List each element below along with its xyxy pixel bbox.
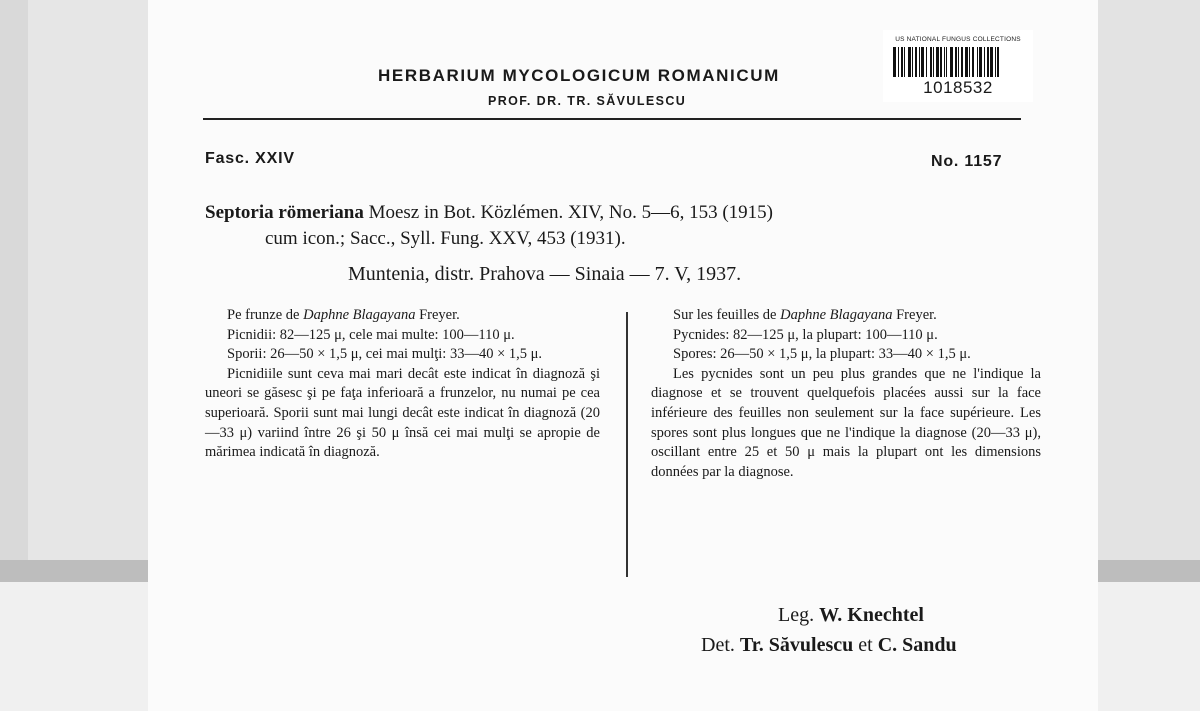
remarks: Picnidiile sunt ceva mai mari decât este indicat în diagnoză şi uneori se găsesc şi pe faţa inferioară a frunzelor, nu numai pe cea superioară. Sporii sunt mai lungi decât este indicat în diagnoză (20—33 μ) variind între 26 şi 50 μ însă cei mai mulţi se apropie de mărimea indicată în diagnoză. bbox=[205, 365, 600, 461]
header-divider bbox=[203, 118, 1021, 120]
determiner-line bbox=[701, 634, 957, 657]
spore-measurements: Sporii: 26—50 × 1,5 μ, cei mai mulţi: 33—40 × 1,5 μ. bbox=[227, 346, 543, 363]
description-french bbox=[651, 306, 1041, 482]
column-divider bbox=[626, 312, 628, 577]
host-suffix: Freyer. bbox=[892, 307, 937, 323]
host-line bbox=[205, 306, 600, 326]
remarks: Les pycnides sont un peu plus grandes que ne l'indique la diagnose et se trouvent quelquefois placées aussi sur la face inférieure des feuilles non seulement sur la face supérieure. Les spores sont plus longues que ne l'indique la diagnose (20—33 μ), oscillant entre 25 et 50 μ mais la plupart ont les dimensions données par la diagnose. bbox=[651, 365, 1041, 480]
collector-prefix: Leg. bbox=[778, 604, 820, 626]
barcode-number: 1018532 bbox=[923, 78, 993, 97]
species-citation bbox=[205, 202, 1035, 224]
determiner-connector: et bbox=[853, 634, 878, 656]
specimen-number: No. 1157 bbox=[931, 153, 1003, 170]
pycnidia-measurements: Picnidii: 82—125 μ, cele mai multe: 100—110 μ. bbox=[227, 326, 515, 343]
spore-measurements: Spores: 26—50 × 1,5 μ, la plupart: 33—40 × 1,5 μ. bbox=[673, 346, 971, 363]
determiner-name-2: C. Sandu bbox=[877, 634, 957, 656]
host-species: Daphne Blagayana bbox=[303, 307, 416, 323]
determiner-prefix: Det. bbox=[701, 634, 740, 656]
description-romanian bbox=[205, 306, 600, 463]
host-prefix: Pe frunze de bbox=[227, 307, 304, 323]
barcode-caption: US NATIONAL FUNGUS COLLECTIONS bbox=[895, 36, 1021, 43]
barcode-label bbox=[883, 30, 1033, 102]
herbarium-curator: PROF. DR. TR. SĂVULESCU bbox=[488, 94, 687, 108]
packet-flap-left bbox=[28, 0, 149, 560]
herbarium-label bbox=[148, 0, 1098, 711]
species-name: Septoria römeriana bbox=[205, 202, 364, 223]
collector-line bbox=[778, 604, 924, 627]
host-suffix: Freyer. bbox=[415, 307, 460, 323]
host-species: Daphne Blagayana bbox=[780, 307, 893, 323]
determiner-name-1: Tr. Săvulescu bbox=[739, 634, 854, 656]
barcode-icon bbox=[893, 47, 1023, 77]
citation-line-2: cum icon.; Sacc., Syll. Fung. XXV, 453 (1931). bbox=[265, 228, 626, 249]
host-line bbox=[651, 306, 1041, 326]
citation-line-1: Moesz in Bot. Közlémen. XIV, No. 5—6, 153 (1915) bbox=[368, 202, 773, 223]
fascicle-number: Fasc. XXIV bbox=[205, 150, 295, 167]
locality: Muntenia, distr. Prahova — Sinaia — 7. V, 1937. bbox=[348, 263, 742, 285]
host-prefix: Sur les feuilles de bbox=[673, 307, 781, 323]
herbarium-title: HERBARIUM MYCOLOGICUM ROMANICUM bbox=[378, 66, 780, 85]
packet-flap-right bbox=[1087, 0, 1200, 560]
collector-name: W. Knechtel bbox=[819, 604, 924, 626]
pycnidia-measurements: Pycnides: 82—125 μ, la plupart: 100—110 μ. bbox=[673, 326, 938, 343]
